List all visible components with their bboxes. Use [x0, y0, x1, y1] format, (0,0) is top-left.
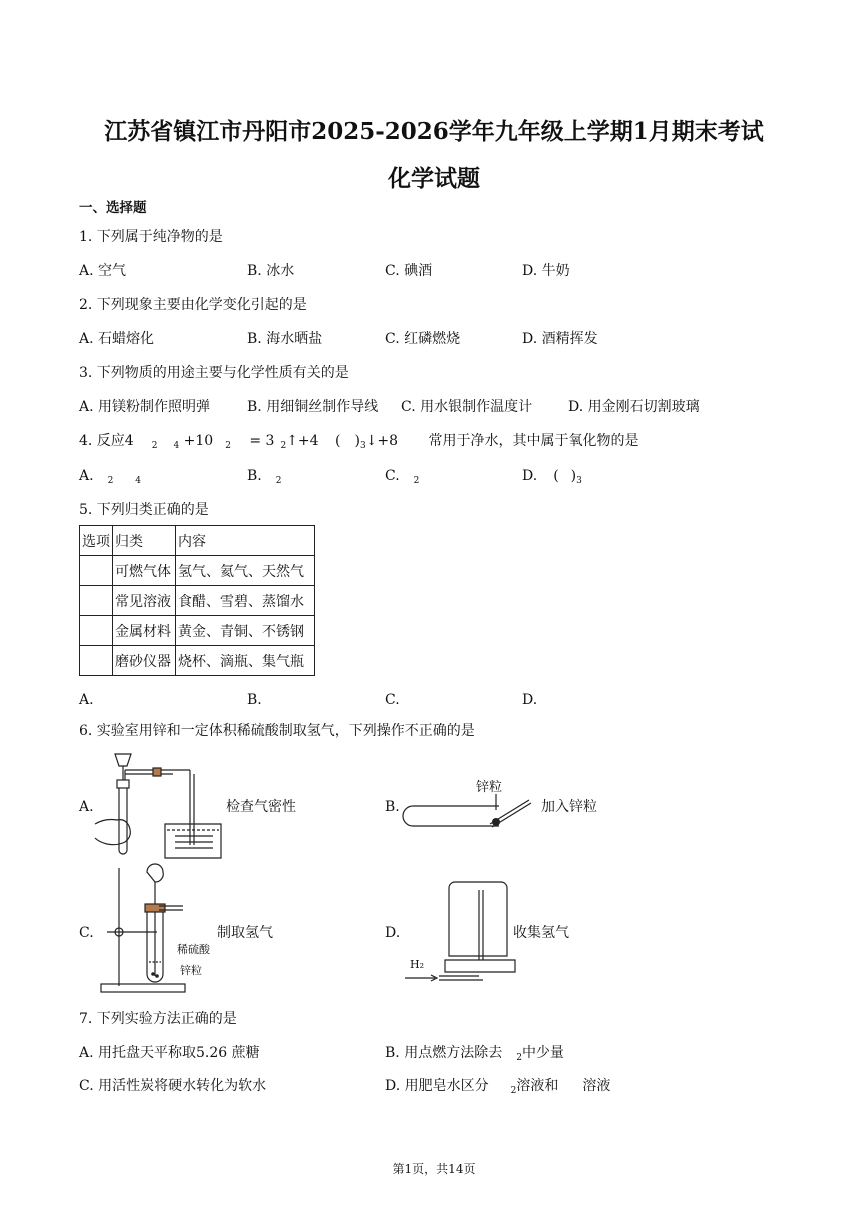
page-footer: 第1页，共14页: [392, 1162, 476, 1176]
q1-option-b: B. 冰水: [247, 263, 295, 279]
table-cell: [80, 646, 113, 676]
table-row: [80, 586, 315, 616]
q4-term: (: [335, 433, 341, 449]
q3-option-d: D. 用金刚石切割玻璃: [568, 399, 700, 415]
q6-acid-label: 稀硫酸: [177, 943, 210, 956]
q4-term: ↑+4: [286, 433, 319, 449]
q4-sub: 4: [173, 441, 180, 451]
question-6-stem: 6. 实验室用锌和一定体积稀硫酸制取氢气，下列操作不正确的是: [79, 723, 475, 739]
q6-option-d-caption: 收集氢气: [513, 925, 569, 941]
table-row: [80, 616, 315, 646]
q4-option-a: A. $_2$ $_4$: [79, 468, 142, 486]
q4-option-b: B. $_2$: [247, 468, 282, 486]
q7-option-c: C. 用活性炭将硬水转化为软水: [79, 1078, 267, 1094]
table-cell: 金属材料: [113, 616, 176, 646]
q5-option-d: D.: [522, 692, 538, 708]
q6-gas-label: H₂: [410, 958, 425, 971]
q6-option-c-letter: C.: [79, 925, 94, 941]
q7-option-b: B. 用点燃方法除去 $_2$中少量: [385, 1045, 564, 1063]
question-1-stem: 1. 下列属于纯净物的是: [79, 229, 223, 245]
q4-sub: 3: [359, 441, 366, 451]
table-header-cell: 选项: [80, 526, 113, 556]
q1-option-c: C. 碘酒: [385, 263, 433, 279]
q7-option-a: A. 用托盘天平称取5.26 蔗糖: [79, 1045, 260, 1061]
q6-option-d-letter: D.: [385, 925, 401, 941]
table-cell: 氢气、氦气、天然气: [176, 556, 315, 586]
question-3-stem: 3. 下列物质的用途主要与化学性质有关的是: [79, 365, 349, 381]
q6-option-b-letter: B.: [385, 799, 400, 815]
table-cell: 烧杯、滴瓶、集气瓶: [176, 646, 315, 676]
q4-sub: 2: [280, 441, 287, 451]
q5-option-a: A.: [79, 692, 94, 708]
q4-sub: 2: [225, 441, 231, 451]
table-header-row: [80, 526, 315, 556]
hydrogen-collection-diagram: [405, 880, 515, 980]
table-cell: [80, 616, 113, 646]
q2-option-d: D. 酒精挥发: [522, 331, 598, 347]
q6-zinc-granule-label: 锌粒: [180, 964, 202, 977]
add-zinc-diagram: [404, 794, 539, 834]
q4-lead: 4. 反应4: [79, 433, 134, 449]
table-row: [80, 646, 315, 676]
table-cell: [80, 586, 113, 616]
document-title: 江苏省镇江市丹阳市2025-2026学年九年级上学期1月期末考试: [104, 118, 764, 145]
question-5-stem: 5. 下列归类正确的是: [79, 502, 209, 518]
q4-term: ↓+8: [365, 433, 399, 449]
table-cell: 常见溶液: [113, 586, 176, 616]
q4-tail: 常用于净水，其中属于氧化物的是: [428, 433, 639, 449]
q4-term: = 3: [249, 433, 275, 449]
question-2-stem: 2. 下列现象主要由化学变化引起的是: [79, 297, 307, 313]
q3-option-a: A. 用镁粉制作照明弹: [79, 399, 211, 415]
table-header-cell: 归类: [113, 526, 176, 556]
table-cell: [80, 556, 113, 586]
table-cell: 黄金、青铜、不锈钢: [176, 616, 315, 646]
q6-option-b-caption: 加入锌粒: [541, 799, 597, 815]
classification-table: [79, 525, 315, 676]
q4-option-d: D. ( )$_3$: [522, 468, 582, 486]
q2-option-c: C. 红磷燃烧: [385, 331, 461, 347]
q1-option-d: D. 牛奶: [522, 263, 570, 279]
q3-option-c: C. 用水银制作温度计: [401, 399, 533, 415]
question-4-stem: [79, 432, 639, 455]
question-7-stem: 7. 下列实验方法正确的是: [79, 1011, 237, 1027]
table-header-cell: 内容: [176, 526, 315, 556]
table-cell: 可燃气体: [113, 556, 176, 586]
table-cell: 磨砂仪器: [113, 646, 176, 676]
q4-option-c: C. $_2$: [385, 468, 420, 486]
q3-option-b: B. 用细铜丝制作导线: [247, 399, 379, 415]
hydrogen-generation-diagram: [95, 866, 195, 994]
q1-option-a: A. 空气: [79, 263, 127, 279]
q6-option-a-caption: 检查气密性: [226, 799, 296, 815]
q5-option-c: C.: [385, 692, 400, 708]
q4-term: ): [354, 433, 360, 449]
document-subtitle: 化学试题: [388, 165, 480, 192]
q6-option-a-letter: A.: [79, 799, 94, 815]
q7-option-d: D. 用肥皂水区分 $_2$溶液和 溶液: [385, 1078, 611, 1096]
section-heading: 一、选择题: [79, 200, 147, 216]
airtightness-check-diagram: [95, 750, 225, 862]
q2-option-b: B. 海水晒盐: [247, 331, 323, 347]
table-row: [80, 556, 315, 586]
q5-option-b: B.: [247, 692, 262, 708]
q4-sub: 2: [151, 441, 158, 451]
q4-term: +10: [183, 433, 214, 449]
table-cell: 食醋、雪碧、蒸馏水: [176, 586, 315, 616]
q2-option-a: A. 石蜡熔化: [79, 331, 155, 347]
q6-zinc-label: 锌粒: [476, 780, 503, 795]
q6-option-c-caption: 制取氢气: [217, 925, 273, 941]
